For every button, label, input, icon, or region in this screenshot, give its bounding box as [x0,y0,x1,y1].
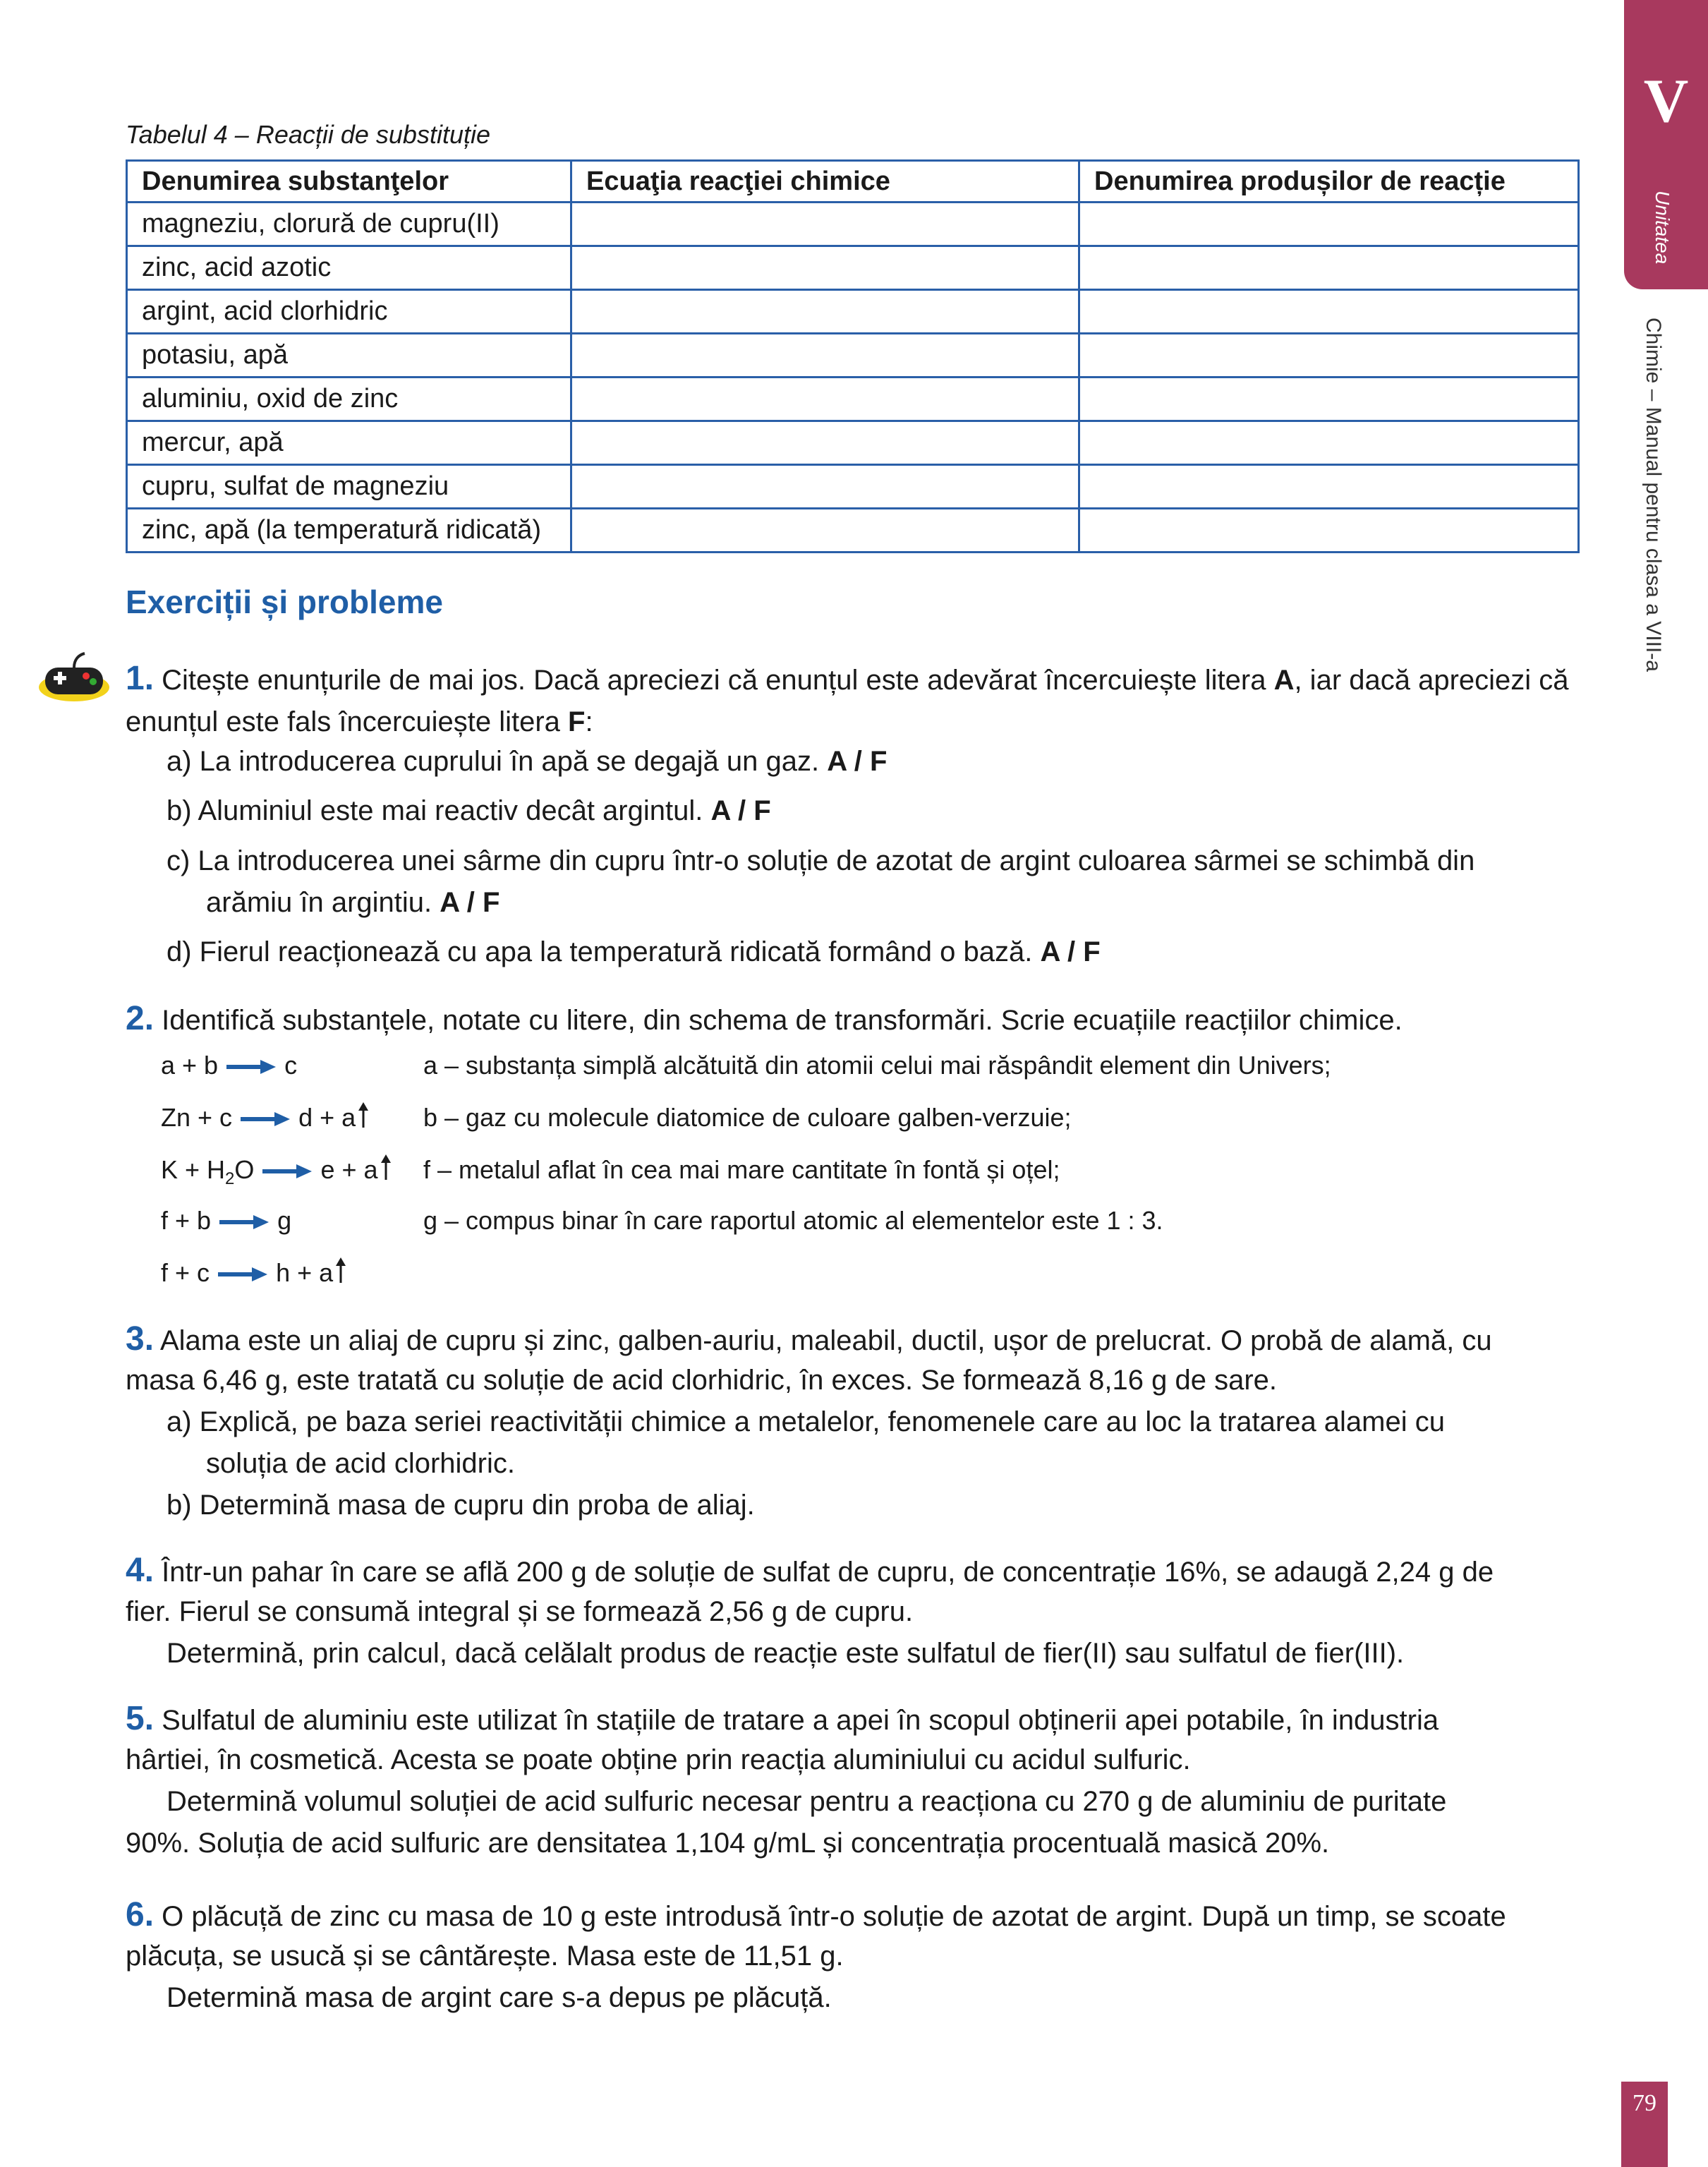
substitution-table [126,159,1580,553]
exercise-number: 4. [126,1552,155,1589]
answer-choice[interactable]: A / F [1040,936,1101,967]
arrow-right-icon [262,1163,312,1180]
table-row [127,246,1579,290]
exercise-text: Într-un pahar în care se află 200 g de soluție de sulfat de cupru, de concentrație 16%, se adaugă 2,24 g de [162,1557,1494,1588]
exercise-text: Identifică substanțele, notate cu litere, din schema de transformări. Scrie ecuațiile reacțiilor chimice. [162,1005,1403,1036]
table-row [127,290,1579,334]
table-cell: cupru, sulfat de magneziu [127,465,571,509]
definition: b – gaz cu molecule diatomice de culoare galben-verzuie; [423,1103,1072,1132]
table-cell-empty[interactable] [571,290,1079,334]
gas-arrow-icon [357,1102,370,1128]
scheme-left: a + b [161,1051,219,1080]
item-b [166,790,771,832]
table-cell-empty[interactable] [571,509,1079,553]
table-cell-empty[interactable] [571,378,1079,421]
scheme-right: g [277,1206,292,1235]
exercise-4 [126,1550,1582,1593]
item-text: d) Fierul reacționează cu apa la temperatură ridicată formând o bază. [166,936,1033,967]
scheme-line [161,1050,297,1081]
exercise-number: 1. [126,660,155,697]
subscript: 2 [225,1169,235,1189]
item-d [166,931,1101,973]
item-b: b) Determină masa de cupru din proba de aliaj. [166,1490,755,1521]
table-header-row [127,161,1579,203]
table-row [127,378,1579,421]
scheme-left: f + b [161,1206,212,1235]
table-cell-empty[interactable] [571,334,1079,378]
scheme-left: Zn + c [161,1103,233,1132]
arrow-right-icon [218,1266,267,1283]
table-cell-empty[interactable] [571,421,1079,465]
gas-arrow-icon [334,1257,347,1283]
item-a [166,741,887,783]
item-text: a) La introducerea cuprului în apă se degajă un gaz. [166,746,820,777]
exercise-text: Alama este un aliaj de cupru și zinc, galben-auriu, maleabil, ductil, ușor de prelucrat. O probă de alamă, cu [159,1325,1492,1356]
item-a-cont: soluția de acid clorhidric. [206,1448,515,1479]
table-cell: argint, acid clorhidric [127,290,571,334]
exercise-6 [126,1894,1582,1938]
exercise-text: masa 6,46 g, este tratată cu soluție de acid clorhidric, în exces. Se formează 8,16 g de sare. [126,1365,1277,1396]
definition: f – metalul aflat în cea mai mare cantitate în fontă și oțel; [423,1155,1060,1184]
table-cell: zinc, apă (la temperatură ridicată) [127,509,571,553]
scheme-right: h + a [276,1258,334,1287]
scheme-right: c [284,1051,298,1080]
scheme-line [161,1205,291,1236]
table-cell-empty[interactable] [1079,465,1579,509]
table-cell-empty[interactable] [571,203,1079,246]
table-cell: zinc, acid azotic [127,246,571,290]
section-title: Exerciții și probleme [126,584,443,620]
exercise-text: , iar dacă apreciezi că enunțul este fals încercuiește litera [126,665,1569,737]
exercise-number: 6. [126,1896,155,1933]
exercise-text: fier. Fierul se consumă integral și se formează 2,56 g de cupru. [126,1596,914,1627]
exercise-text: O plăcuță de zinc cu masa de 10 g este introdusă într-o soluție de azotat de argint. După un timp, se scoate [162,1901,1506,1932]
item-a: a) Explică, pe baza seriei reactivității chimice a metalelor, fenomenele care au loc la tratarea alamei cu [166,1406,1445,1437]
table-cell: magneziu, clorură de cupru(II) [127,203,571,246]
scheme-left: K + H [161,1155,226,1184]
table-cell-empty[interactable] [1079,378,1579,421]
answer-choice[interactable]: A / F [827,746,888,777]
scheme-line [161,1154,392,1195]
arrow-right-icon [219,1214,269,1231]
definition: a – substanța simplă alcătuită din atomii celui mai răspândit element din Univers; [423,1051,1331,1080]
item-text: arămiu în argintiu. [206,887,432,918]
gamepad-icon [37,648,111,704]
scheme-right: e + a [320,1155,378,1184]
exercise-text: plăcuța, se usucă și se cântărește. Masa este de 11,51 g. [126,1940,844,1972]
answer-a: A [1273,665,1295,696]
exercise-text: 90%. Soluția de acid sulfuric are densitatea 1,104 g/mL și concentrația procentuală masică 20%. [126,1828,1330,1859]
table-header-cell: Denumirea substanţelor [127,161,571,203]
exercise-text: : [585,706,593,737]
item-c [166,840,1585,882]
unit-word: Unitatea [1652,191,1673,265]
table-cell-empty[interactable] [571,246,1079,290]
table-cell-empty[interactable] [1079,246,1579,290]
exercise-text: Sulfatul de aluminiu este utilizat în stațiile de tratare a apei în scopul obținerii apei potabile, în industria [162,1705,1439,1736]
unit-numeral: V [1643,67,1689,135]
arrow-right-icon [241,1111,290,1128]
table-cell-empty[interactable] [1079,509,1579,553]
definition: g – compus binar în care raportul atomic al elementelor este 1 : 3. [423,1206,1163,1235]
table-cell-empty[interactable] [1079,203,1579,246]
table-row [127,509,1579,553]
table-cell: potasiu, apă [127,334,571,378]
unit-tab [1624,0,1708,289]
exercise-number: 5. [126,1700,155,1737]
exercise-text: hârtiei, în cosmetică. Acesta se poate obține prin reacția aluminiului cu acidul sulfuric. [126,1744,1191,1775]
item-text: c) La introducerea unei sârme din cupru într-o soluție de azotat de argint culoarea sârmei se schimbă din [166,845,1475,876]
exercise-number: 2. [126,1000,155,1037]
gas-arrow-icon [380,1154,392,1180]
answer-choice[interactable]: A / F [710,795,771,826]
item-text: b) Aluminiul este mai reactiv decât argintul. [166,795,703,826]
arrow-right-icon [226,1058,276,1075]
exercise-3 [126,1318,1582,1362]
exercise-text: Determină masa de argint care s-a depus pe plăcuță. [166,1982,832,2013]
table-header-cell: Ecuaţia reacţiei chimice [571,161,1079,203]
exercise-2 [126,998,1582,1042]
table-cell-empty[interactable] [1079,421,1579,465]
exercise-text: Determină volumul soluției de acid sulfuric necesar pentru a reacționa cu 270 g de aluminiu de puritate [166,1786,1447,1817]
table-row [127,334,1579,378]
table-cell: mercur, apă [127,421,571,465]
table-row [127,203,1579,246]
scheme-line [161,1102,370,1133]
table-cell-empty[interactable] [571,465,1079,509]
table-row [127,421,1579,465]
scheme-right: d + a [298,1103,356,1132]
exercise-number: 3. [126,1320,155,1358]
page-number: 79 [1621,2082,1668,2167]
exercise-1 [126,658,1582,743]
table-cell: aluminiu, oxid de zinc [127,378,571,421]
table-caption: Tabelul 4 – Reacții de substituție [126,120,490,149]
answer-choice[interactable]: A / F [440,887,500,918]
table-cell-empty[interactable] [1079,334,1579,378]
exercise-text: Determină, prin calcul, dacă celălalt produs de reacție este sulfatul de fier(II) sau sulfatul de fier(III). [166,1638,1405,1669]
exercise-5 [126,1698,1582,1742]
answer-f: F [568,706,586,737]
table-row [127,465,1579,509]
scheme-left: f + c [161,1258,210,1287]
item-c-cont [206,882,499,924]
table-cell-empty[interactable] [1079,290,1579,334]
book-title: Chimie – Manual pentru clasa a VIII-a [1642,318,1665,672]
exercise-text: Citește enunțurile de mai jos. Dacă apreciezi că enunțul este adevărat încercuiește litera [162,665,1274,696]
table-header-cell: Denumirea produșilor de reacție [1079,161,1579,203]
scheme-left: O [234,1155,255,1184]
scheme-line [161,1257,347,1288]
